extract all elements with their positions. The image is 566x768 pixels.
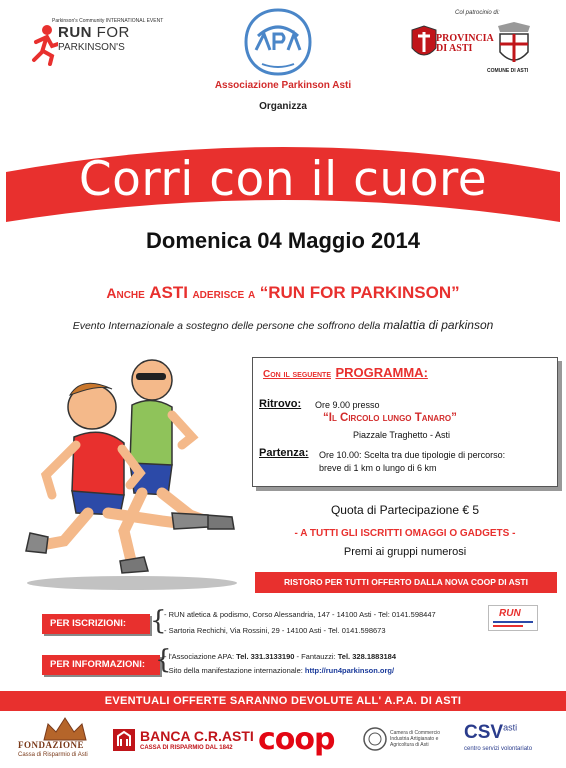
evento-description: Evento Internazionale a sostegno delle persone che soffrono della malattia di parkinson: [72, 318, 494, 332]
fondazione-name: FONDAZIONE: [18, 740, 85, 750]
informazioni-details: [164, 650, 396, 678]
runners-illustration: [12, 345, 252, 595]
csv-sub: centro servizi volontariato: [464, 746, 533, 752]
rfp-run-text: RUN FOR: [58, 24, 130, 41]
runner-icon: [30, 22, 58, 66]
coop-logo: coop: [258, 722, 335, 757]
banca-cr-asti: BANCA C.R.ASTI: [140, 728, 254, 744]
ritrovo-time: Ore 9.00 presso: [315, 400, 380, 410]
patrocinio-label: Col patrocinio di:: [455, 10, 500, 16]
iscrizioni-label: PER ISCRIZIONI:: [42, 614, 150, 634]
apa-logo: [238, 6, 318, 76]
csv-asti-logo: $CSV^{asti}$: [464, 722, 518, 743]
brace-icon: {: [155, 645, 172, 675]
informazioni-line-2: - Sito della manifestazione internazionale: http://run4parkinson.org/: [164, 666, 395, 675]
banca-logo-icon: [112, 728, 136, 752]
camera-commercio-text: Camera di Commercio Industria Artigianato e Agricoltura di Asti: [390, 730, 441, 748]
page-title: Corri con il cuore: [78, 152, 488, 207]
rfp-parkinsons-text: PARKINSON'S: [58, 42, 125, 53]
run-atletica-logo: RUN: [488, 605, 538, 631]
quota-partecipazione: Quota di Partecipazione € 5: [330, 503, 480, 517]
piazzale-address: Piazzale Traghetto - Asti: [353, 430, 451, 440]
banca-sub: CASSA DI RISPARMIO DAL 1842: [140, 745, 233, 751]
rfp-top-text: Parkinson's Community INTERNATIONAL EVENT: [52, 18, 164, 24]
brace-icon: {: [150, 606, 167, 636]
programma-heading: Con il seguente PROGRAMMA:: [263, 365, 428, 380]
fondazione-sub: Cassa di Risparmio di Asti: [18, 752, 88, 758]
camera-commercio-seal-icon: [362, 726, 388, 752]
informazioni-label: PER INFORMAZIONI:: [42, 655, 160, 675]
partenza-details: Ore 10.00: Scelta tra due tipologie di percorso: breve di 1 km o lungo di 6 km: [319, 450, 506, 473]
eventuali-offerte-banner: EVENTUALI OFFERTE SARANNO DEVOLUTE ALL' A.P.A. DI ASTI: [0, 691, 566, 711]
comune-text: COMUNE DI ASTI: [487, 68, 529, 74]
organizza-text: Organizza: [259, 101, 307, 112]
iscrizioni-line-1: - RUN atletica & podismo, Corso Alessandria, 147 - 14100 Asti - Tel: 0141.598447: [164, 610, 436, 619]
ritrovo-label: Ritrovo:: [259, 398, 302, 410]
anche-asti-line: Anche ASTI aderisce a “RUN FOR PARKINSON”: [106, 283, 460, 302]
partenza-label: Partenza:: [259, 447, 309, 459]
association-name: Associazione Parkinson Asti: [214, 80, 352, 91]
circolo-location: “Il Circolo lungo Tanaro”: [323, 412, 457, 424]
provincia-text-1: PROVINCIA: [436, 33, 494, 44]
iscrizioni-details: [164, 607, 436, 639]
iscrizioni-line-2: - Sartoria Rechichi, Via Rossini, 29 - 14100 Asti - Tel. 0141.598673: [164, 626, 386, 635]
provincia-text-2: DI ASTI: [436, 43, 473, 54]
informazioni-line-1: - l'Associazione APA: Tel. 331.3133190 - Fantauzzi: Tel. 328.1883184: [164, 652, 397, 661]
run4parkinson-link[interactable]: http://run4parkinson.org/: [304, 666, 395, 675]
provincia-asti-logo: [410, 22, 494, 66]
comune-asti-shield-icon: [488, 22, 540, 74]
run-for-parkinsons-logo: [30, 18, 164, 68]
programma-box: [252, 357, 558, 487]
premi-text: Premi ai gruppi numerosi: [343, 546, 467, 558]
fondazione-crest-icon: [40, 716, 90, 742]
omaggi-text: - A TUTTI GLI ISCRITTI OMAGGI O GADGETS -: [294, 528, 516, 539]
event-date: Domenica 04 Maggio 2014: [146, 228, 420, 253]
ristoro-banner: RISTORO PER TUTTI OFFERTO DALLA NOVA COOP DI ASTI: [255, 572, 557, 593]
